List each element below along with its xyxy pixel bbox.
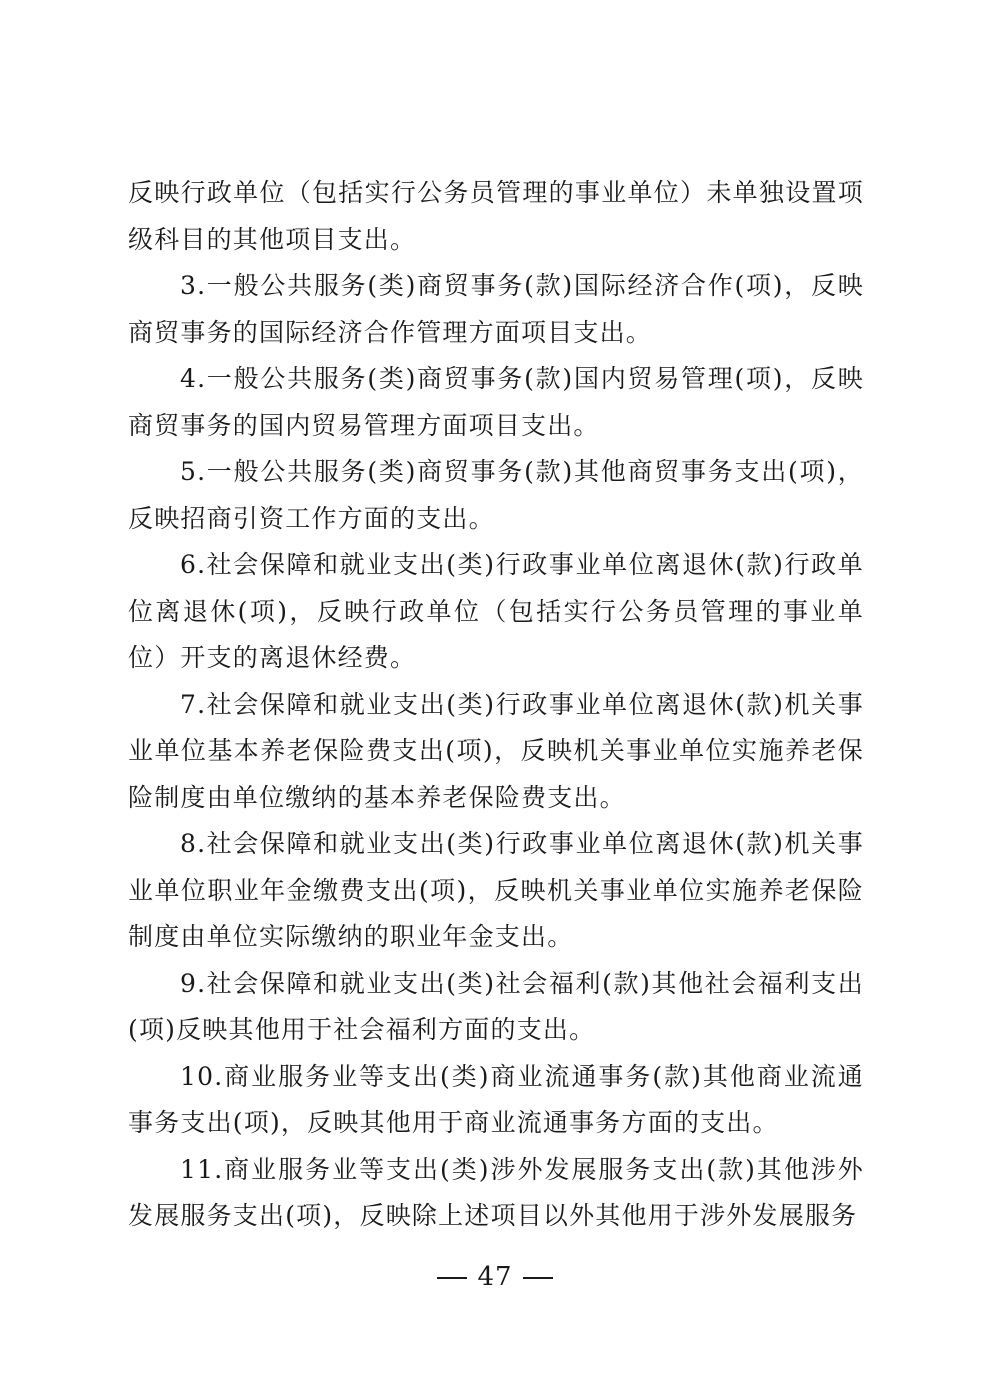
footer-dash-right [523,1277,553,1279]
paragraph-item-6: 6.社会保障和就业支出(类)行政事业单位离退休(款)行政单位离退休(项)，反映行政单位（包括实行公务员管理的事业单位）开支的离退休经费。 [128,550,864,672]
paragraph-item-3: 3.一般公共服务(类)商贸事务(款)国际经济合作(项)，反映商贸事务的国际经济合作管理方面项目支出。 [128,271,864,347]
page-number: 47 [477,1262,513,1292]
paragraph-item-5: 5.一般公共服务(类)商贸事务(款)其他商贸事务支出(项)，反映招商引资工作方面的支出。 [128,457,865,533]
paragraph-item-8: 8.社会保障和就业支出(类)行政事业单位离退休(款)机关事业单位职业年金缴费支出(项)，反映机关事业单位实施养老保险制度由单位实际缴纳的职业年金支出。 [128,829,864,951]
page-footer [0,1262,990,1292]
paragraph-item-10: 10.商业服务业等支出(类)商业流通事务(款)其他商业流通事务支出(项)，反映其他用于商业流通事务方面的支出。 [128,1061,864,1137]
body-text [128,170,864,1240]
paragraph-item-9: 9.社会保障和就业支出(类)社会福利(款)其他社会福利支出(项)反映其他用于社会福利方面的支出。 [128,968,864,1044]
paragraph-continuation: 反映行政单位（包括实行公务员管理的事业单位）未单独设置项级科目的其他项目支出。 [128,178,864,254]
paragraph-item-11: 11.商业服务业等支出(类)涉外发展服务支出(款)其他涉外发展服务支出(项)，反映除上述项目以外其他用于涉外发展服务 [128,1154,864,1230]
paragraph-item-4: 4.一般公共服务(类)商贸事务(款)国内贸易管理(项)，反映商贸事务的国内贸易管理方面项目支出。 [128,364,864,440]
footer-dash-left [437,1277,467,1279]
paragraph-item-7: 7.社会保障和就业支出(类)行政事业单位离退休(款)机关事业单位基本养老保险费支出(项)，反映机关事业单位实施养老保险制度由单位缴纳的基本养老保险费支出。 [128,689,864,812]
